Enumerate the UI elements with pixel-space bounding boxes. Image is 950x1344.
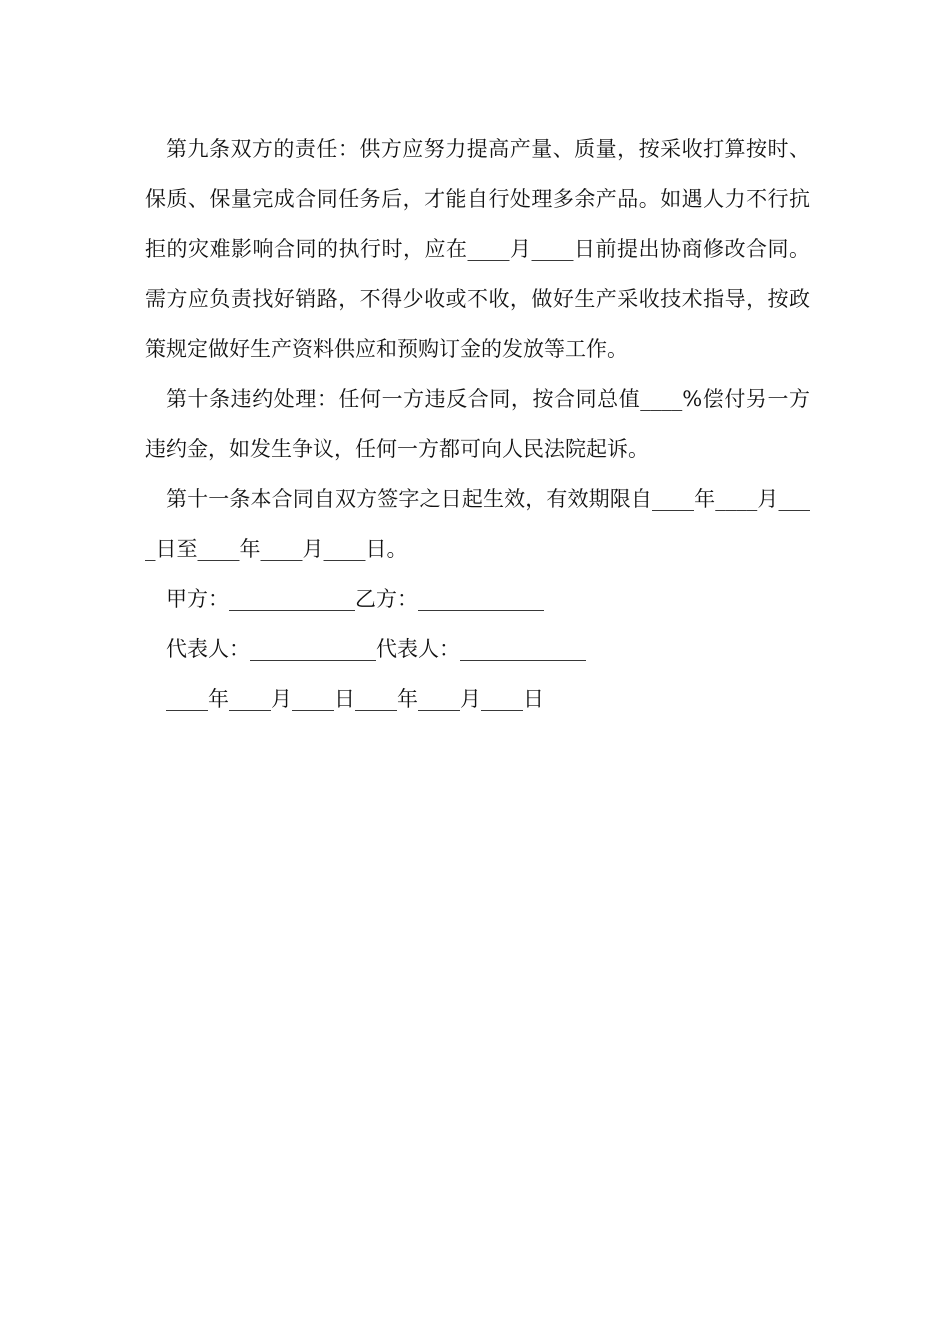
article-10-paragraph: 第十条违约处理：任何一方违反合同，按合同总值____%偿付另一方违约金，如发生争议，任何一方都可向人民法院起诉。 <box>145 387 810 461</box>
contract-page <box>145 124 810 724</box>
article-11-paragraph: 第十一条本合同自双方签字之日起生效，有效期限自____年____月____日至____年____月____日。 <box>145 487 810 561</box>
signature-date-line: ____年____月____日____年____月____日 <box>166 687 544 711</box>
party-signature-line: 甲方：____________乙方：____________ <box>166 587 544 611</box>
representative-signature-line: 代表人：____________代表人：____________ <box>166 637 586 661</box>
article-9-paragraph: 第九条双方的责任：供方应努力提高产量、质量，按采收打算按时、保质、保量完成合同任务后，才能自行处理多余产品。如遇人力不行抗拒的灾难影响合同的执行时，应在____月____日前提出协商修改合同。需方应负责找好销路，不得少收或不收，做好生产采收技术指导，按政策规定做好生产资料供应和预购订金的发放等工作。 <box>145 137 810 361</box>
